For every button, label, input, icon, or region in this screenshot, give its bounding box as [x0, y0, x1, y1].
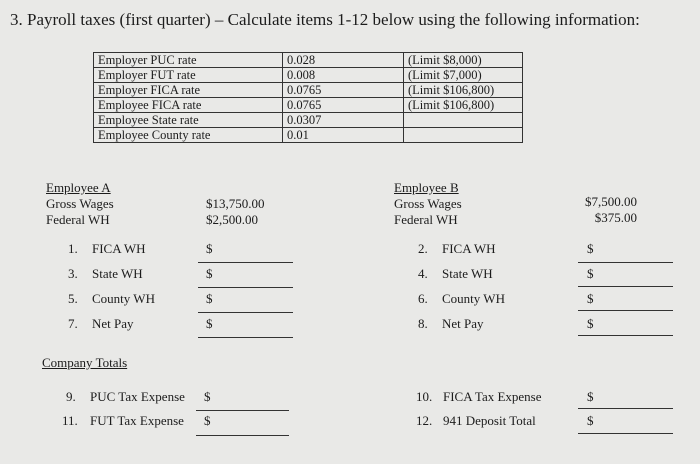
employee-a-gross-label: Gross Wages	[46, 196, 114, 211]
company-totals-heading: Company Totals	[42, 355, 128, 370]
item-label: 941 Deposit Total	[443, 413, 536, 428]
rate-limit: (Limit $8,000)	[404, 53, 523, 68]
rate-name: Employer FICA rate	[94, 83, 283, 98]
rate-limit: (Limit $106,800)	[404, 83, 523, 98]
item-number: 5.	[68, 291, 78, 306]
answer-blank[interactable]	[196, 410, 289, 411]
item-label: Net Pay	[442, 316, 484, 331]
answer-blank[interactable]	[198, 337, 293, 338]
rate-name: Employer PUC rate	[94, 53, 283, 68]
item-number: 2.	[418, 241, 428, 256]
dollar-sign: $	[587, 389, 594, 404]
table-row	[94, 98, 523, 113]
employee-a-heading: Employee A	[46, 180, 111, 195]
employee-b-values	[585, 194, 637, 226]
answer-blank[interactable]	[578, 286, 673, 287]
rate-limit	[404, 128, 523, 143]
dollar-sign: $	[204, 413, 211, 428]
answer-blank[interactable]	[198, 312, 293, 313]
employee-a-info	[46, 180, 114, 228]
item-number: 1.	[68, 241, 78, 256]
employee-b-gross-value: $7,500.00	[585, 194, 637, 209]
answer-blank[interactable]	[578, 310, 673, 311]
answer-blank[interactable]	[578, 335, 673, 336]
rate-name: Employer FUT rate	[94, 68, 283, 83]
dollar-sign: $	[206, 291, 213, 306]
answer-blank[interactable]	[578, 408, 673, 409]
dollar-sign: $	[206, 241, 213, 256]
employee-b-heading: Employee B	[394, 180, 459, 195]
item-number: 9.	[66, 389, 76, 404]
dollar-sign: $	[206, 266, 213, 281]
rate-limit: (Limit $106,800)	[404, 98, 523, 113]
item-number: 6.	[418, 291, 428, 306]
rate-value: 0.028	[283, 53, 404, 68]
table-row	[94, 53, 523, 68]
rate-value: 0.008	[283, 68, 404, 83]
item-number: 7.	[68, 316, 78, 331]
item-number: 4.	[418, 266, 428, 281]
rate-value: 0.01	[283, 128, 404, 143]
item-number: 3.	[68, 266, 78, 281]
rate-value: 0.0765	[283, 83, 404, 98]
answer-blank[interactable]	[198, 262, 293, 263]
rate-name: Employee FICA rate	[94, 98, 283, 113]
rate-name: Employee County rate	[94, 128, 283, 143]
rate-value: 0.0765	[283, 98, 404, 113]
answer-blank[interactable]	[578, 433, 673, 434]
employee-b-fed-label: Federal WH	[394, 212, 458, 227]
employee-b-fed-value: $375.00	[594, 210, 637, 225]
employee-a-values	[206, 196, 265, 228]
dollar-sign: $	[587, 266, 594, 281]
employee-b-info	[394, 180, 462, 228]
dollar-sign: $	[587, 316, 594, 331]
item-number: 8.	[418, 316, 428, 331]
item-label: FICA WH	[92, 241, 146, 256]
item-label: FICA Tax Expense	[443, 389, 542, 404]
item-number: 11.	[62, 413, 78, 428]
item-label: PUC Tax Expense	[90, 389, 185, 404]
rate-limit	[404, 113, 523, 128]
item-label: FICA WH	[442, 241, 496, 256]
table-row	[94, 83, 523, 98]
dollar-sign: $	[587, 291, 594, 306]
item-number: 12.	[416, 413, 433, 428]
answer-blank[interactable]	[198, 287, 293, 288]
rates-table	[93, 52, 523, 143]
problem-title: 3. Payroll taxes (first quarter) – Calculate items 1-12 below using the following information:	[10, 10, 640, 29]
item-label: FUT Tax Expense	[90, 413, 184, 428]
table-row	[94, 68, 523, 83]
employee-b-gross-label: Gross Wages	[394, 196, 462, 211]
rate-limit: (Limit $7,000)	[404, 68, 523, 83]
item-label: County WH	[92, 291, 155, 306]
table-row	[94, 113, 523, 128]
dollar-sign: $	[206, 316, 213, 331]
table-row	[94, 128, 523, 143]
rate-name: Employee State rate	[94, 113, 283, 128]
dollar-sign: $	[204, 389, 211, 404]
rate-value: 0.0307	[283, 113, 404, 128]
answer-blank[interactable]	[578, 262, 673, 263]
item-label: State WH	[442, 266, 493, 281]
employee-a-fed-value: $2,500.00	[206, 212, 258, 227]
dollar-sign: $	[587, 413, 594, 428]
item-label: Net Pay	[92, 316, 134, 331]
item-number: 10.	[416, 389, 433, 404]
item-label: State WH	[92, 266, 143, 281]
item-label: County WH	[442, 291, 505, 306]
employee-a-gross-value: $13,750.00	[206, 196, 265, 211]
employee-a-fed-label: Federal WH	[46, 212, 110, 227]
dollar-sign: $	[587, 241, 594, 256]
answer-blank[interactable]	[196, 435, 289, 436]
